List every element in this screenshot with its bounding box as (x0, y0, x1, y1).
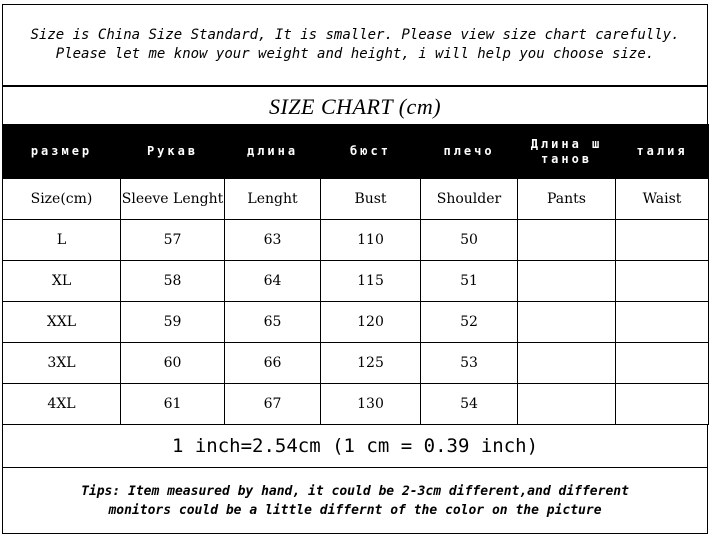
size-cell: XXL (3, 302, 121, 343)
shoulder-cell: 51 (421, 261, 518, 302)
length-cell: 63 (225, 220, 321, 261)
russian-header-row (3, 125, 709, 179)
chart-title: SIZE CHART (cm) (2, 86, 708, 126)
bust-cell: 130 (321, 384, 421, 425)
header-cell-en: Lenght (225, 179, 321, 220)
length-cell: 65 (225, 302, 321, 343)
header-cell-en: Bust (321, 179, 421, 220)
table-row (3, 343, 709, 384)
header-cell-ru: бюст (321, 125, 421, 179)
sleeve-cell: 57 (121, 220, 225, 261)
pants-cell (518, 261, 616, 302)
pants-cell (518, 220, 616, 261)
shoulder-cell: 54 (421, 384, 518, 425)
header-cell-en: Sleeve Lenght (121, 179, 225, 220)
measurement-tips (2, 468, 708, 534)
notice-line-1: Size is China Size Standard, It is smaller. Please view size chart carefully. (30, 27, 680, 43)
shoulder-cell: 53 (421, 343, 518, 384)
header-cell-ru: Длина ш танов (518, 125, 616, 179)
pants-cell (518, 343, 616, 384)
bust-cell: 115 (321, 261, 421, 302)
bust-cell: 120 (321, 302, 421, 343)
pants-cell (518, 384, 616, 425)
size-standard-notice (2, 4, 708, 86)
header-cell-ru: плечо (421, 125, 518, 179)
header-cell-en: Waist (616, 179, 709, 220)
table-row (3, 302, 709, 343)
waist-cell (616, 220, 709, 261)
notice-line-2: Please let me know your weight and height, i will help you choose size. (55, 46, 655, 62)
header-cell-ru: талия (616, 125, 709, 179)
header-cell-ru: Рукав (121, 125, 225, 179)
waist-cell (616, 302, 709, 343)
waist-cell (616, 384, 709, 425)
size-cell: XL (3, 261, 121, 302)
header-cell-en: Shoulder (421, 179, 518, 220)
sleeve-cell: 59 (121, 302, 225, 343)
table-row (3, 384, 709, 425)
waist-cell (616, 261, 709, 302)
size-cell: 4XL (3, 384, 121, 425)
english-header-row (3, 179, 709, 220)
size-cell: 3XL (3, 343, 121, 384)
length-cell: 66 (225, 343, 321, 384)
header-cell-en: Pants (518, 179, 616, 220)
sleeve-cell: 60 (121, 343, 225, 384)
tips-line-1: Tips: Item measured by hand, it could be 2-3cm different,and different (81, 483, 629, 499)
table-row (3, 220, 709, 261)
header-cell-ru: длина (225, 125, 321, 179)
tips-line-2: monitors could be a little differnt of the color on the picture (108, 502, 602, 518)
header-cell-ru: размер (3, 125, 121, 179)
shoulder-cell: 52 (421, 302, 518, 343)
bust-cell: 110 (321, 220, 421, 261)
header-cell-en: Size(cm) (3, 179, 121, 220)
pants-cell (518, 302, 616, 343)
shoulder-cell: 50 (421, 220, 518, 261)
sleeve-cell: 61 (121, 384, 225, 425)
bust-cell: 125 (321, 343, 421, 384)
sleeve-cell: 58 (121, 261, 225, 302)
waist-cell (616, 343, 709, 384)
inch-cm-conversion: 1 inch=2.54cm (1 cm = 0.39 inch) (2, 424, 708, 468)
size-cell: L (3, 220, 121, 261)
size-table (2, 124, 709, 425)
length-cell: 67 (225, 384, 321, 425)
table-row (3, 261, 709, 302)
length-cell: 64 (225, 261, 321, 302)
